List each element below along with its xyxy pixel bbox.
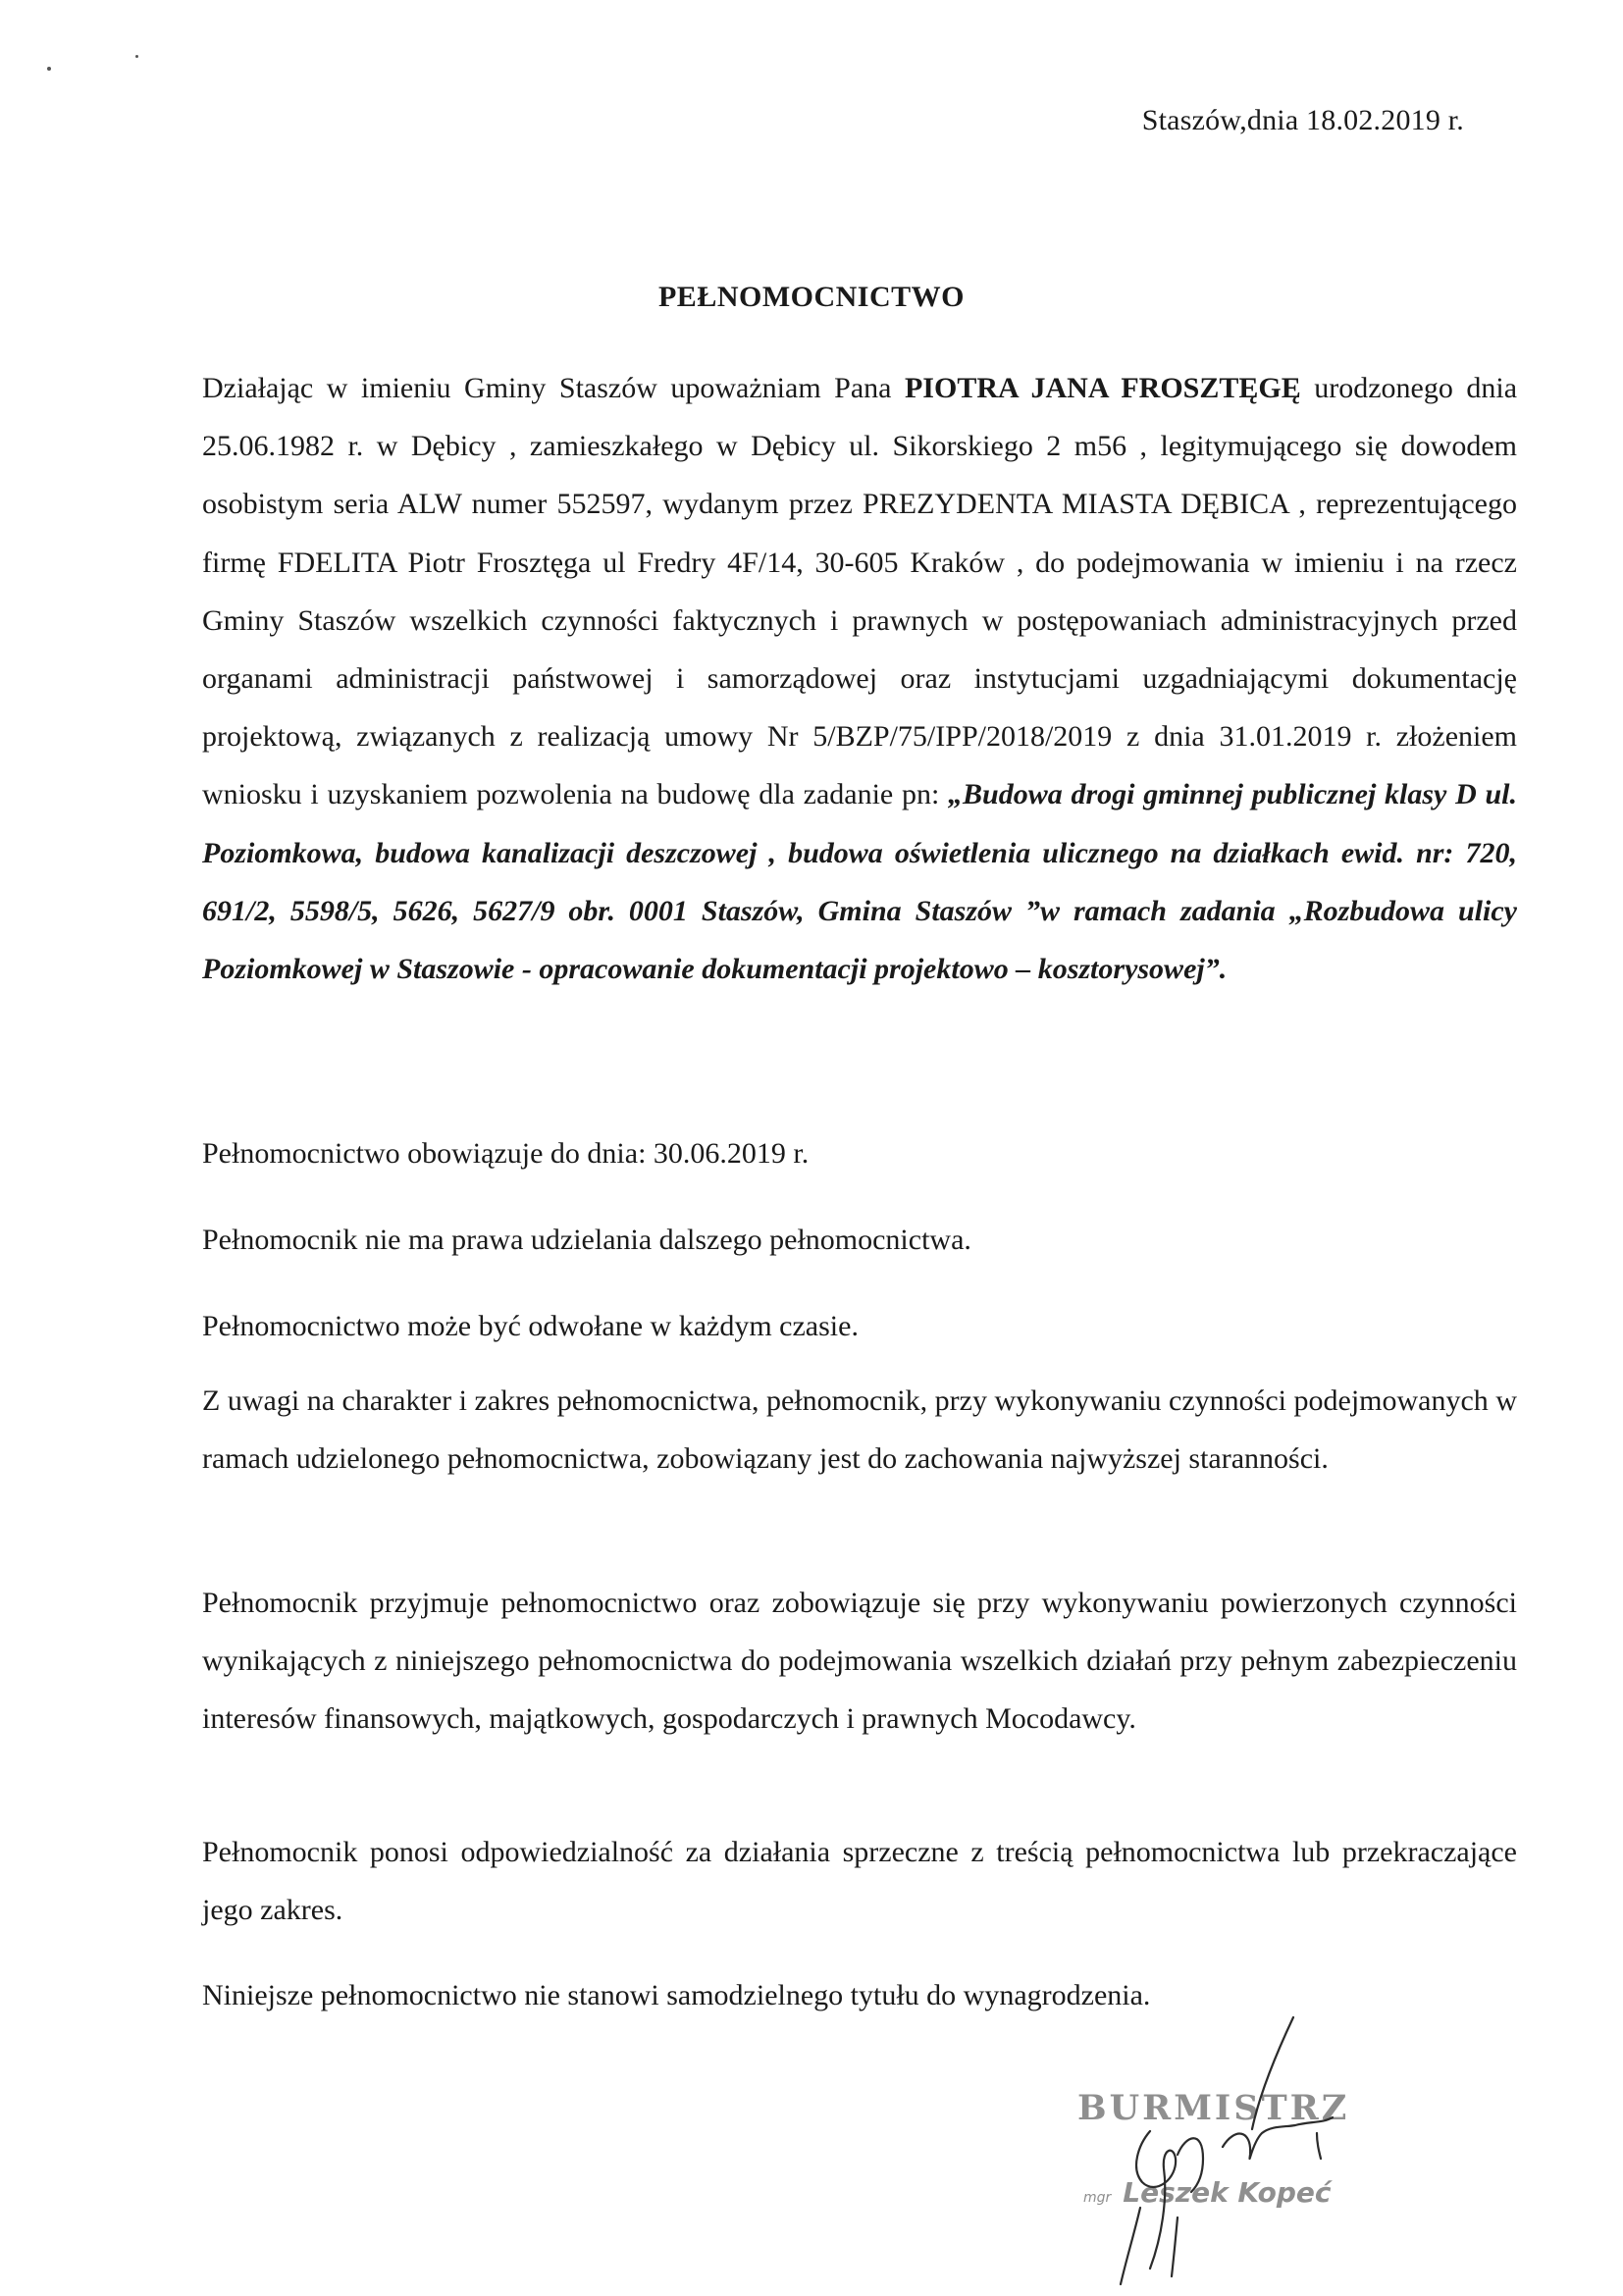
document-title: PEŁNOMOCNICTWO xyxy=(657,281,965,313)
paragraph-remuneration: Niniejsze pełnomocnictwo nie stanowi samodzielnego tytułu do wynagrodzenia. xyxy=(202,1979,1151,2011)
date-line: Staszów,dnia 18.02.2019 r. xyxy=(1141,104,1464,136)
paragraph-liability: Pełnomocnik ponosi odpowiedzialność za działania sprzeczne z treścią pełnomocnictwa lub przekraczające jego zakres. xyxy=(202,1836,1517,1927)
main-paragraph-intro: Działając w imieniu Gminy Staszów upoważniam Pana xyxy=(202,372,892,404)
handwritten-signature xyxy=(1060,2011,1374,2296)
paragraph-revocation: Pełnomocnictwo może być odwołane w każdym czasie. xyxy=(202,1310,859,1342)
main-paragraph xyxy=(202,359,1517,998)
paragraph-no-substitution: Pełnomocnik nie ma prawa udzielania dalszego pełnomocnictwa. xyxy=(202,1224,971,1256)
stamp-prefix: mgr xyxy=(1083,2190,1112,2206)
stamp-name: Leszek Kopeć xyxy=(1123,2176,1332,2209)
stamp-title: BURMISTRZ xyxy=(1077,2088,1350,2128)
scan-speck xyxy=(47,67,51,71)
mayor-stamp-signature xyxy=(1060,2011,1374,2296)
task-name: „Budowa drogi gminnej publicznej klasy D ul. Poziomkowa, budowa kanalizacji deszczowej , budowa oświetlenia ulicznego na działkach ewid. nr: 720, 691/2, 5598/5, 5626, 5627/9 obr. 0001 Staszów, Gmina Staszów ”w ramach zadania „Rozbudowa ulicy Poziomkowej w Staszowie - opracowanie dokumentacji projektowo – kosztorysowej”. xyxy=(202,778,1517,986)
paragraph-validity: Pełnomocnictwo obowiązuje do dnia: 30.06.2019 r. xyxy=(202,1137,810,1170)
paragraph-acceptance: Pełnomocnik przyjmuje pełnomocnictwo oraz zobowiązuje się przy wykonywaniu powierzonych czynności wynikających z niniejszego pełnomocnictwa do podejmowania wszelkich działań przy pełnym zabezpieczeniu interesów finansowych, majątkowych, gospodarczych i prawnych Mocodawcy. xyxy=(202,1587,1517,1736)
main-paragraph-body: urodzonego dnia 25.06.1982 r. w Dębicy , zamieszkałego w Dębicy ul. Sikorskiego 2 m56 , legitymującego się dowodem osobistym seria ALW numer 552597, wydanym przez PREZYDENTA MIASTA DĘBICA , reprezentującego firmę FDELITA Piotr Frosztęga ul Fredry 4F/14, 30-605 Kraków , do podejmowania w imieniu i na rzecz Gminy Staszów wszelkich czynności faktycznych i prawnych w postępowaniach administracyjnych przed organami administracji państwowej i samorządowej oraz instytucjami uzgadniającymi dokumentację projektową, związanych z realizacją umowy Nr 5/BZP/75/IPP/2018/2019 z dnia 31.01.2019 r. złożeniem wniosku i uzyskaniem pozwolenia na budowę dla zadanie pn: xyxy=(202,372,1518,811)
principal-name: PIOTRA JANA FROSZTĘGĘ xyxy=(904,372,1301,404)
paragraph-diligence: Z uwagi na charakter i zakres pełnomocnictwa, pełnomocnik, przy wykonywaniu czynności podejmowanych w ramach udzielonego pełnomocnictwa, zobowiązany jest do zachowania najwyższej staranności. xyxy=(202,1384,1517,1476)
scan-speck xyxy=(135,55,138,58)
